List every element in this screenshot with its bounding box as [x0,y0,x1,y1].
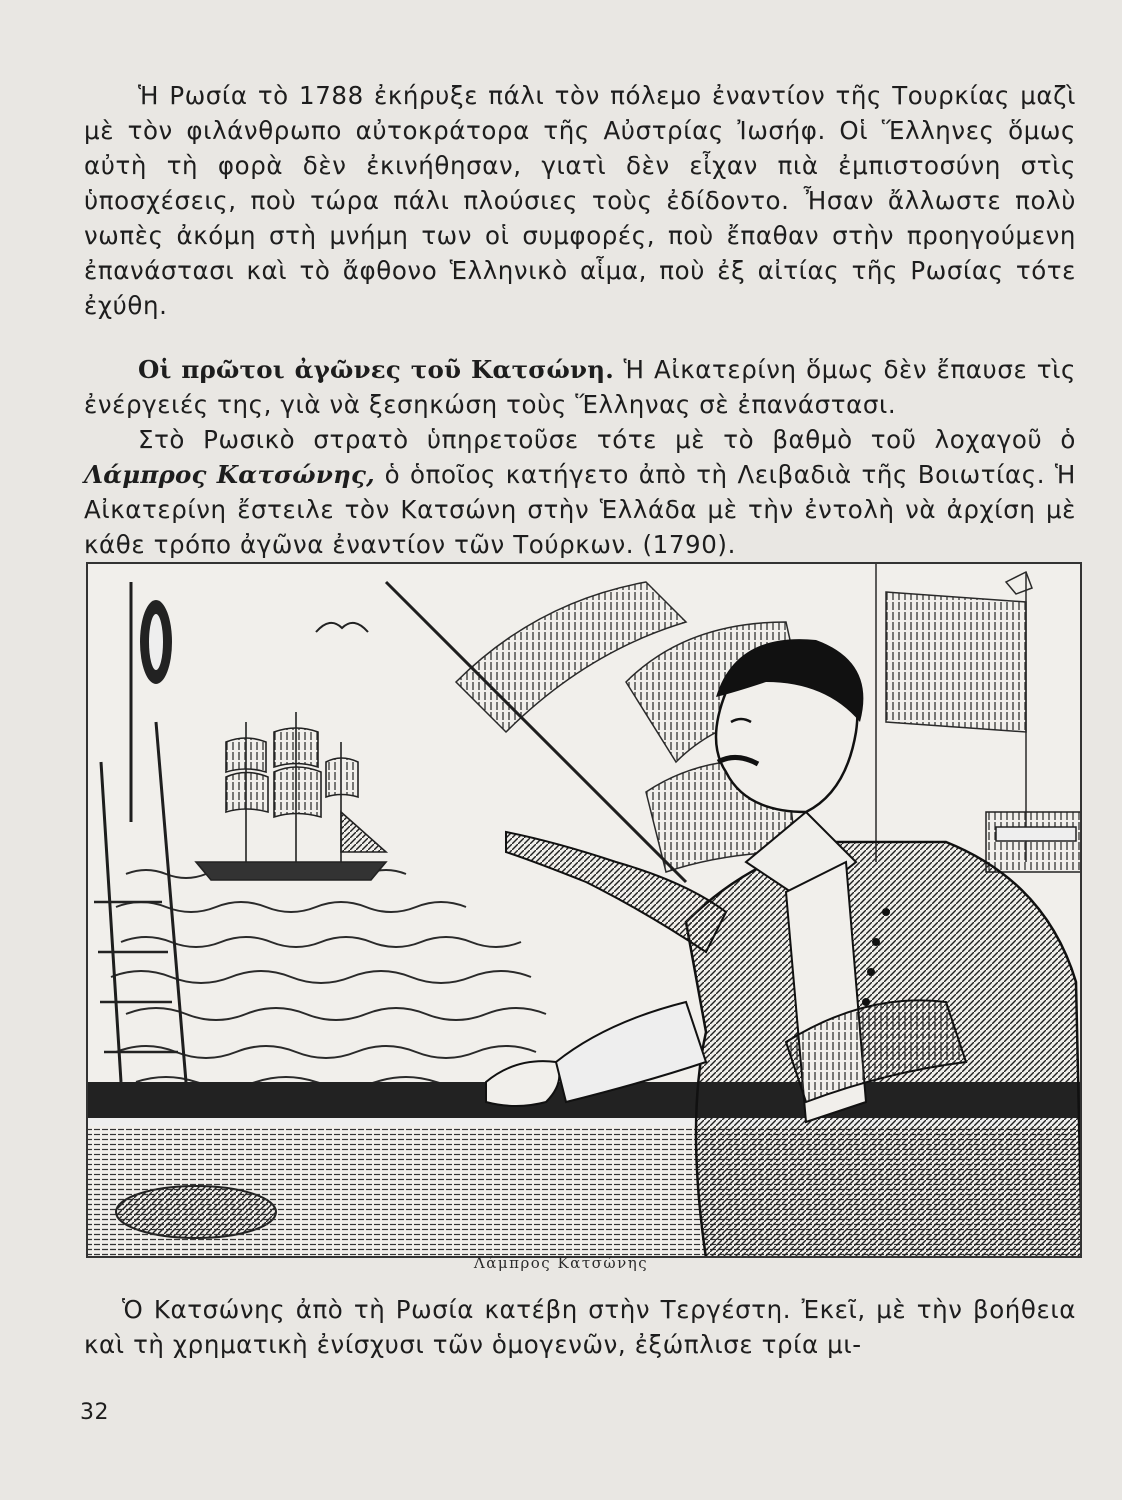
page-number: 32 [80,1400,109,1425]
figure-caption: Λάμπρος Κατσώνης [473,1254,649,1272]
paragraph-text: ὁ ὁποῖος κατήγετο ἀπὸ τὴ Λειβαδιὰ τῆς Βοιωτίας. Ἡ Αἰκατερίνη ἔστειλε τὸν Κατσώνη στὴν Ἑλλάδα μὲ τὴν ἐντολὴ νὰ ἀρχίση μὲ κάθε τρόπο ἀγῶνα ἐναντίον τῶν Τούρκων. (1790). [84,460,1076,559]
section-heading: Οἱ πρῶτοι ἀγῶνες τοῦ Κατσώνη. [138,355,614,384]
illustration-katsonis [86,562,1082,1258]
paragraph-russian-war [84,78,1076,323]
deck-cannon [86,1182,276,1258]
emphasized-name: Λάμπρος Κατσώνης, [84,460,375,489]
paragraph-text: Ὁ Κατσώνης ἀπὸ τὴ Ρωσία κατέβη στὴν Τεργέστη. Ἐκεῖ, μὲ τὴν βοήθεια καὶ τὴ χρηματικὴ ἐνίσχυσι τῶν ὁμογενῶν, ἐξώπλισε τρία μι- [84,1295,1076,1359]
paragraph-text: Ἡ Ρωσία τὸ 1788 ἐκήρυξε πάλι τὸν πόλεμο ἐναντίον τῆς Τουρκίας μαζὶ μὲ τὸν φιλάνθρωπο αὐτοκράτορα τῆς Αὐστρίας Ἰωσήφ. Οἱ Ἕλληνες ὅμως αὐτὴ τὴ φορὰ δὲν ἐκινήθησαν, γιατὶ δὲν εἶχαν πιὰ ἐμπιστοσύνη στὶς ὑποσχέσεις, ποὺ τώρα πάλι πλούσιες τοὺς ἐδίδοντο. Ἦσαν ἄλλωστε πολὺ νωπὲς ἀκόμη στὴ μνήμη των οἱ συμφορές, ποὺ ἔπαθαν στὴν προηγούμενη ἐπανάστασι καὶ τὸ ἄφθονο Ἑλληνικὸ αἷμα, ποὺ ἐξ αἰτίας τῆς Ρωσίας τότε ἐχύθη. [84,81,1076,320]
paragraph-text: Στὸ Ρωσικὸ στρατὸ ὑπηρετοῦσε τότε μὲ τὸ βαθμὸ τοῦ λοχαγοῦ ὁ [138,425,1076,454]
paragraph-text: Ἡ Αἰκατερίνη ὅμως δὲν ἔπαυσε τὶς ἐνέργειές της, γιὰ νὰ ξεσηκώση τοὺς Ἕλληνας σὲ ἐπανάστασι. [84,355,1076,419]
pulley-block [140,600,172,684]
paragraph-first-struggles [84,352,1076,422]
engraving-drawing [86,562,1082,1258]
paragraph-katsonis-intro [84,422,1076,562]
paragraph-trieste [84,1292,1076,1362]
right-ship [986,812,1082,872]
